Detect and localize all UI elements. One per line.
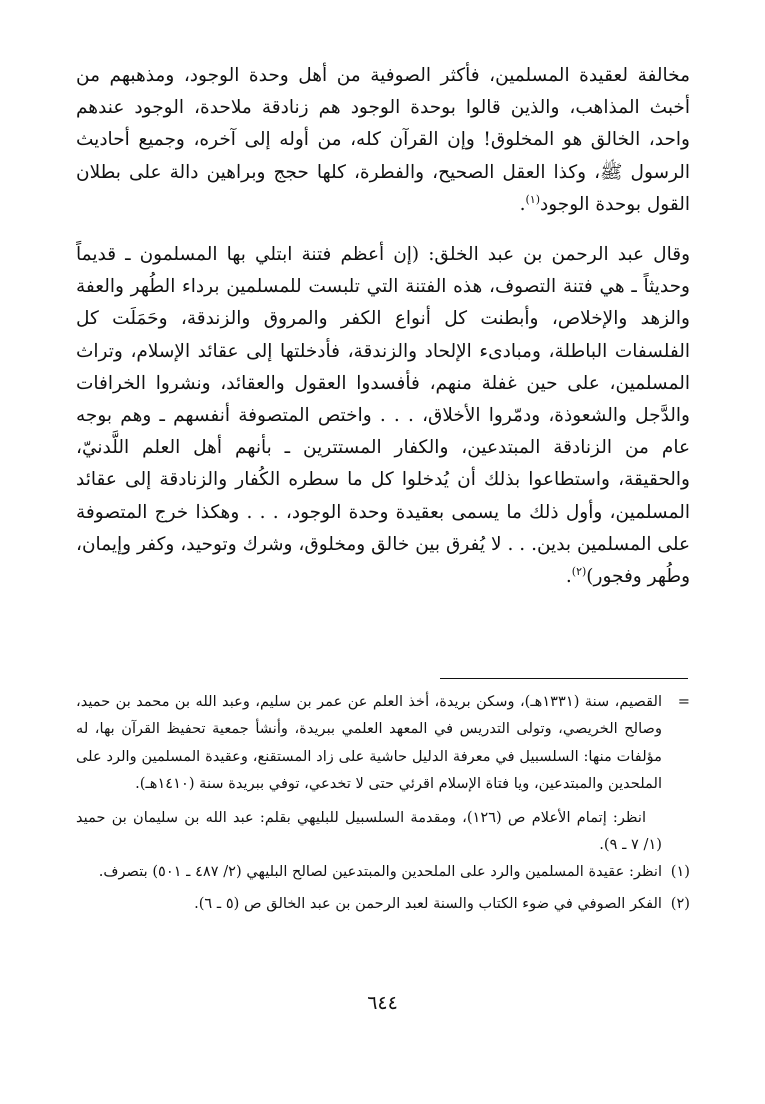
footnote-ref-1: (١)	[525, 192, 540, 206]
footnote-2-mark: (٢)	[670, 894, 690, 912]
footnote-1	[76, 858, 690, 885]
paragraph-1	[76, 60, 690, 221]
continuation-mark: =	[677, 693, 690, 710]
footnote-separator	[440, 678, 688, 679]
continuation-source: انظر: إتمام الأعلام ص (١٢٦)، ومقدمة السلسبيل للبليهي بقلم: عبد الله بن سليمان بن حميد (١/ ٧ ـ ٩).	[76, 808, 662, 854]
paragraph-2-end: .	[565, 566, 572, 588]
footnotes	[76, 688, 690, 917]
footnote-2	[76, 890, 690, 917]
footnote-continuation	[76, 688, 690, 798]
footnote-1-mark: (١)	[670, 863, 690, 881]
main-text	[76, 60, 690, 593]
continuation-text: القصيم، سنة (١٣٣١هـ)، وسكن بريدة، أخذ العلم عن عمر بن سليم، وعبد الله بن محمد بن حميد، وصالح الخريصي، وتولى التدريس في المعهد العلمي ببريدة، وأنشأ جمعية تحفيظ القرآن بها، له مؤلفات منها: السلسبيل في معرفة الدليل حاشية على زاد المستقنع، وعقيدة المسلمين والرد على الملحدين والمبتدعين، ويا فتاة الإسلام اقرئي حتى لا تخدعي، توفي ببريدة سنة (١٤١٠هـ).	[76, 693, 663, 793]
footnote-2-text: الفكر الصوفي في ضوء الكتاب والسنة لعبد الرحمن بن عبد الخالق ص (٥ ـ ٦).	[194, 894, 662, 912]
footnote-ref-2: (٢)	[571, 564, 587, 578]
paragraph-2	[76, 239, 690, 593]
footnote-1-text: انظر: عقيدة المسلمين والرد على الملحدين والمبتدعين لصالح البليهي (٢/ ٤٨٧ ـ ٥٠١) بتصرف.	[98, 863, 662, 881]
paragraph-1-end: .	[519, 193, 526, 215]
paragraph-2-text: وقال عبد الرحمن بن عبد الخلق: (إن أعظم فتنة ابتلي بها المسلمون ـ قديماً وحديثاً ـ هي فتنة التصوف، هذه الفتنة التي تلبست للمسلمين برداء الطُهر والعفة والزهد والإخلاص، وأبطنت كل أنواع الكفر والمروق والزندقة، وحَمَلَت كل الفلسفات الباطلة، ومبادىء الإلحاد والزندقة، فأدخلتها إلى عقائد الإسلام، وتراث المسلمين، على حين غفلة منهم، فأفسدوا العقول والعقائد، ونشروا الخرافات والدَّجل والشعوذة، ودمّروا الأخلاق، . . . واختص المتصوفة أنفسهم ـ وهم بوجه عام من الزنادقة المبتدعين، والكفار المستترين ـ بأنهم أهل العلم اللَّدنيّ، والحقيقة، واستطاعوا بذلك أن يُدخلوا كل ما سطره الكُفار والزنادقة إلى عقائد المسلمين، وأول ذلك ما يسمى بعقيدة وحدة الوجود، . . . وهكذا خرج المتصوفة على المسلمين بدين. . . لا يُفرق بين خالق ومخلوق، وشرك وتوحيد، وكفر وإيمان، وطُهر وفجور)	[76, 244, 690, 588]
page-number: ٦٤٤	[367, 992, 398, 1014]
paragraph-1-text: مخالفة لعقيدة المسلمين، فأكثر الصوفية من أهل وحدة الوجود، ومذهبهم من أخبث المذاهب، والذين قالوا بوحدة الوجود هم زنادقة ملاحدة، الوجود عندهم واحد، الخالق هو المخلوق! وإن القرآن كله، من أوله إلى آخره، وجميع أحاديث الرسول ﷺ، وكذا العقل الصحيح، والفطرة، كلها حجج وبراهين دالة على بطلان القول بوحدة الوجود	[76, 65, 690, 215]
